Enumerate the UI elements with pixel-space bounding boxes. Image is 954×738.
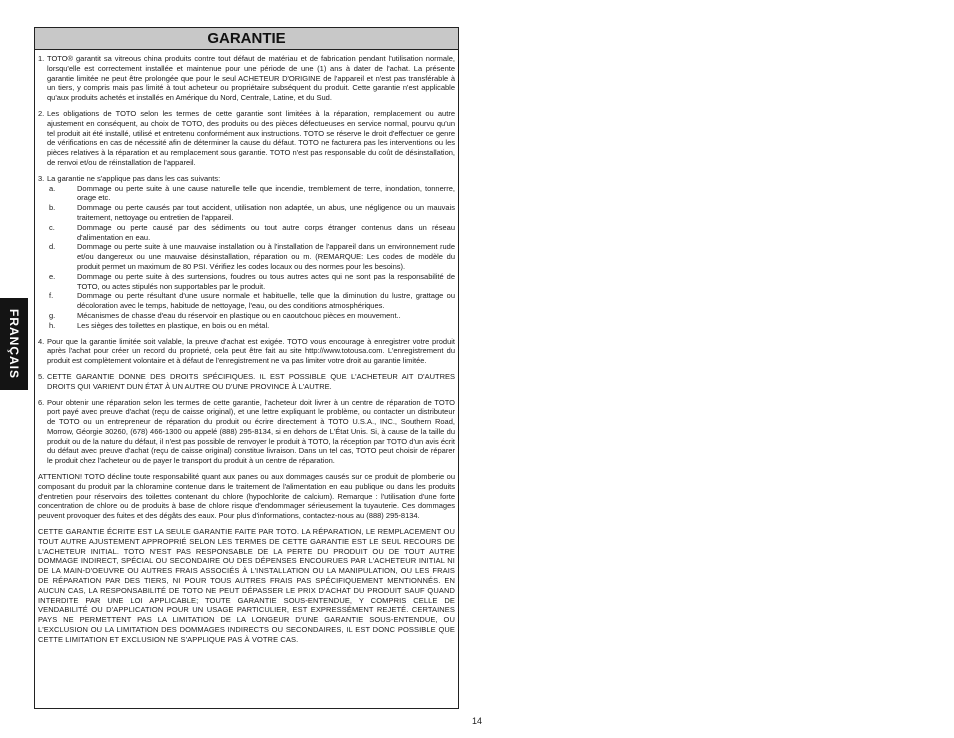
list-item bbox=[38, 54, 455, 103]
list-item bbox=[38, 337, 455, 366]
sub-item-text: Les sièges des toilettes en plastique, en bois ou en métal. bbox=[77, 320, 270, 330]
sub-item-letter: g. bbox=[49, 310, 56, 320]
item-number: 2. bbox=[38, 108, 45, 118]
sub-item bbox=[47, 203, 455, 223]
sub-item-letter: a. bbox=[49, 183, 56, 193]
sub-item-text: Dommage ou perte causés par tout accident, utilisation non adaptée, un abus, une négligence ou un mauvais traitement, nettoyage ou entretien de l'appareil. bbox=[77, 203, 455, 222]
warranty-frame bbox=[34, 27, 459, 709]
sub-item-text: Dommage ou perte résultant d'une usure normale et habituelle, telle que la diminution du lustre, grattage ou décoloration avec le temps, habitude de nettoyage, l'eau, ou des conditions atmosphériques. bbox=[77, 291, 455, 311]
item-number: 6. bbox=[38, 397, 45, 407]
sub-item bbox=[47, 223, 455, 243]
sub-item-text: Dommage ou perte suite à des surtensions, foudres ou tous autres actes qui ne sont pas la responsabilité de TOTO, ou actes stipulés non supportables par le produit. bbox=[77, 271, 455, 291]
sub-item-letter: f. bbox=[49, 291, 54, 301]
item-number: 4. bbox=[38, 336, 45, 346]
item-text: Pour que la garantie limitée soit valable, la preuve d'achat est exigée. TOTO vous encourage à enregistrer votre produit après l'achat pour créer un record du proprieté, cela peut être fait au site http://www.totousa.com. L'enregistrement du produit est complètement volontaire et à défaut de l'enregistrement ne va pas limiter votre droit au garantie limitée. bbox=[47, 336, 455, 366]
list-item bbox=[38, 372, 455, 392]
sub-item-letter: d. bbox=[49, 242, 56, 252]
sub-item-text: Dommage ou perte causé par des sédiments ou tout autre corps étranger contenus dans un réseau d'alimentation en eau. bbox=[77, 222, 455, 242]
sub-item bbox=[47, 311, 455, 321]
item-number: 5. bbox=[38, 371, 45, 381]
item-number: 1. bbox=[38, 54, 45, 63]
sub-item bbox=[47, 321, 455, 331]
sub-item-letter: e. bbox=[49, 271, 56, 281]
warranty-body bbox=[35, 50, 458, 645]
item-text: TOTO® garantit sa vitreous china produits contre tout défaut de matériau et de fabrication pendant l'utilisation normale, lorsqu'elle est correctement installée et maintenue pour une période de une (1) ans à dater de l'achat. La présente garantie limitée ne peut être prolongée que pour le seul ACHETEUR D'ORIGINE de l'appareil et n'est pas transférable à un tiers, y compris mais pas limité à tout acheteur ou propriétaire subséquent du produit. Cette garantie n'est applicable qu'aux produits achetés et installés en Amérique du Nord, Centrale, Latine, et du Sud. bbox=[47, 54, 455, 103]
sub-item-letter: c. bbox=[49, 222, 55, 232]
list-item bbox=[38, 398, 455, 467]
list-item bbox=[38, 109, 455, 168]
sub-item-letter: b. bbox=[49, 203, 56, 213]
sub-item-letter: h. bbox=[49, 320, 56, 330]
list-item bbox=[38, 174, 455, 184]
sub-item bbox=[47, 291, 455, 311]
sub-item-text: Mécanismes de chasse d'eau du réservoir en plastique ou en caoutchouc pièces en mouvement.. bbox=[77, 310, 401, 320]
item-number: 3. bbox=[38, 173, 45, 183]
page-title: GARANTIE bbox=[35, 28, 458, 50]
attention-paragraph: ATTENTION! TOTO décline toute responsabilité quant aux panes ou aux dommages causés sur ce produit de plomberie ou composant du produit par la chloramine contenue dans le traitement de l'alimentation en eau publique ou dans les produits d'entretien pour réservoirs des toilettes contenant du chlore (hypochlorite de calcium). Remarque : l'utilisation d'une forte concentration de chlore ou de produits à base de chlore risque d'endommager sérieusement la tuyauterie. Ces dommages peuvent provoquer des fuites et des dégâts des eaux. Pour plus d'informations, contactez-nous au (888) 295-8134. bbox=[38, 472, 455, 521]
sub-item-text: Dommage ou perte suite à une mauvaise installation ou à l'installation de l'appareil dans un environnement rude et/ou dangereux ou une mauvaise désinstallation, réparation ou m. (REMARQUE: Les codes de modèle du produit permet un maximum de 80 PSI. Vérifiez les codes locaux ou des normes pour les besoins). bbox=[77, 242, 455, 271]
item-text: Les obligations de TOTO selon les termes de cette garantie sont limitées à la réparation, remplacement ou autre ajustement en conséquent, au choix de TOTO, des produits ou des pièces défectueuses en service normal, pourvu qu'un tel produit ait été installé, utilisé et entretenu conformément aux instructions. TOTO se réserve le droit d'effectuer ce genre de vérifications en cas de nécessité afin de déterminer la cause du défaut. TOTO ne facturera pas les interventions ou les pièces relatives à la réparation et au remplacement sous garantie. TOTO n'est pas responsable du coût de désinstallation, de renvoi et/ou de réinstallation de l'appareil. bbox=[47, 108, 455, 167]
item-text: CETTE GARANTIE DONNE DES DROITS SPÉCIFIQUES. IL EST POSSIBLE QUE L'ACHETEUR AIT D'AUTRES DROITS QUI VARIENT DUN ÉTAT À UN AUTRE OU D'UNE PROVINCE À L'AUTRE. bbox=[47, 371, 455, 391]
page-number: 14 bbox=[471, 716, 482, 726]
item-text: Pour obtenir une réparation selon les termes de cette garantie, l'acheteur doit livrer à un centre de réparation de TOTO port payé avec preuve d'achat (reçu de caisse original), et une lettre expliquant le problème, ou contacter un distributeur de TOTO ou un entrepreneur de réparation du produit ou écrire directement à TOTO U.S.A., INC., Southern Road, Morrow, Géorgie 30260, (678) 466-1300 ou appelé (888) 295-8134, si en dehors de L'État Unis. Si, à cause de la taille du produit ou de la nature du défaut, il n'est pas possible de renvoyer le produit à TOTO, la réception par TOTO d'un avis écrit du défaut avec preuve d'achat (reçu de caisse original) constitue livraison. Dans un tel cas, TOTO peut choisir de réparer le produit chez l'acheteur ou de payer le transport du produit à un centre de réparation. bbox=[47, 397, 455, 466]
item-text: La garantie ne s'applique pas dans les cas suivants: bbox=[47, 173, 221, 183]
language-tab-label: FRANÇAIS bbox=[7, 309, 21, 379]
sub-item bbox=[47, 242, 455, 271]
sub-item bbox=[47, 272, 455, 292]
sub-item bbox=[47, 184, 455, 204]
sub-item-text: Dommage ou perte suite à une cause naturelle telle que incendie, tremblement de terre, inondation, tonnerre, orage etc. bbox=[77, 183, 455, 203]
disclaimer-paragraph: CETTE GARANTIE ÉCRITE EST LA SEULE GARANTIE FAITE PAR TOTO. LA RÉPARATION, LE REMPLACEMENT OU TOUT AUTRE AJUSTEMENT APPROPRIÉ SELON LES TERMES DE CETTE GARANTIE EST LE SEUL RECOURS DE L'ACHETEUR INITIAL. TOTO N'EST PAS RESPONSABLE DE LA PERTE DU PRODUIT OU DE TOUT AUTRE DOMMAGE INDIRECT, SPÉCIAL OU SECONDAIRE OU DES DÉPENSES ENCOURUES PAR L'ACHETEUR INITIAL NI DE LA MAIN-D'OEUVRE OU AUTRES FRAIS ASSOCIÉS À L'INSTALLATION OU LA MANIPULATION, OU LES FRAIS DE RÉPARATION PAR DES TIERS, NI POUR TOUS AUTRES FRAIS PAS SPÉCIFIQUEMENT MENTIONNÉS. EN AUCUN CAS, LA RESPONSABILITÉ DE TOTO NE PEUT DÉPASSER LE PRIX D'ACHAT DU PRODUIT SAUF QUAND INTERDITE PAR UNE LOI APPLICABLE; TOUTE GARANTIE SOUS-ENTENDUE, Y COMPRIS CELLE DE VENDABILITÉ OU D'APPLICATION POUR UN USAGE PARTICULIER, EST EXPRESSÉMENT REJETÉ. CERTAINES PAYS NE PERMETTENT PAS LA LIMITATION DE LA LONGEUR D'UNE GARANTIE SOUS-ENTENDUE, OU L'EXCLUSION OU LA LIMITATION DES DOMMAGES INDIRECTS OU SECONDAIRES, IL EST DONC POSSIBLE QUE CETTE LIMITATION ET EXCLUSION NE S'APPLIQUE PAS À VOTRE CAS. bbox=[38, 527, 455, 644]
language-tab bbox=[0, 298, 28, 390]
